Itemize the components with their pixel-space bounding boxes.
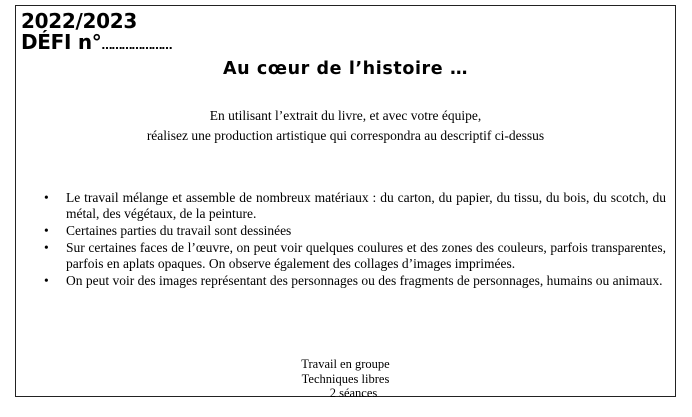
bullet-icon: • [44,190,49,205]
bullet-icon: • [44,273,49,288]
list-item-text: On peut voir des images représentant des personnages ou des fragments de personnages, humains ou animaux. [66,273,663,288]
list-item [38,240,666,272]
challenge-number-blank: ………………… [101,39,172,52]
list-item [38,223,666,239]
challenge-sheet [15,5,676,400]
list-item [38,273,666,289]
page-title: Au cœur de l’histoire … [222,59,469,79]
work-conditions [16,357,675,401]
sessions-count: 2 séances [329,386,378,400]
challenge-number [21,31,171,57]
techniques: Techniques libres [301,371,390,386]
description-list [38,190,666,290]
bullet-icon: • [44,240,49,255]
list-item-text: Le travail mélange et assemble de nombreux matériaux : du carton, du papier, du tissu, du bois, du scotch, du métal, des végétaux, de la peinture. [66,190,666,221]
list-item-text: Certaines parties du travail sont dessinées [66,223,292,238]
group-work: Travail en groupe [301,357,390,371]
instructions-line-2: réalisez une production artistique qui correspondra au descriptif ci-dessus [146,128,545,143]
instructions [16,106,675,146]
bullet-icon: • [44,223,49,238]
instructions-line-1: En utilisant l’extrait du livre, et avec votre équipe, [209,108,482,123]
school-year: 2022/2023 [21,9,137,33]
list-item-text: Sur certaines faces de l’œuvre, on peut voir quelques coulures et des zones des couleurs, parfois transparentes, parfois en aplats opaques. On observe également des collages d’images imprimées. [66,240,666,271]
challenge-label: DÉFI n° [21,30,102,54]
list-item [38,190,666,222]
